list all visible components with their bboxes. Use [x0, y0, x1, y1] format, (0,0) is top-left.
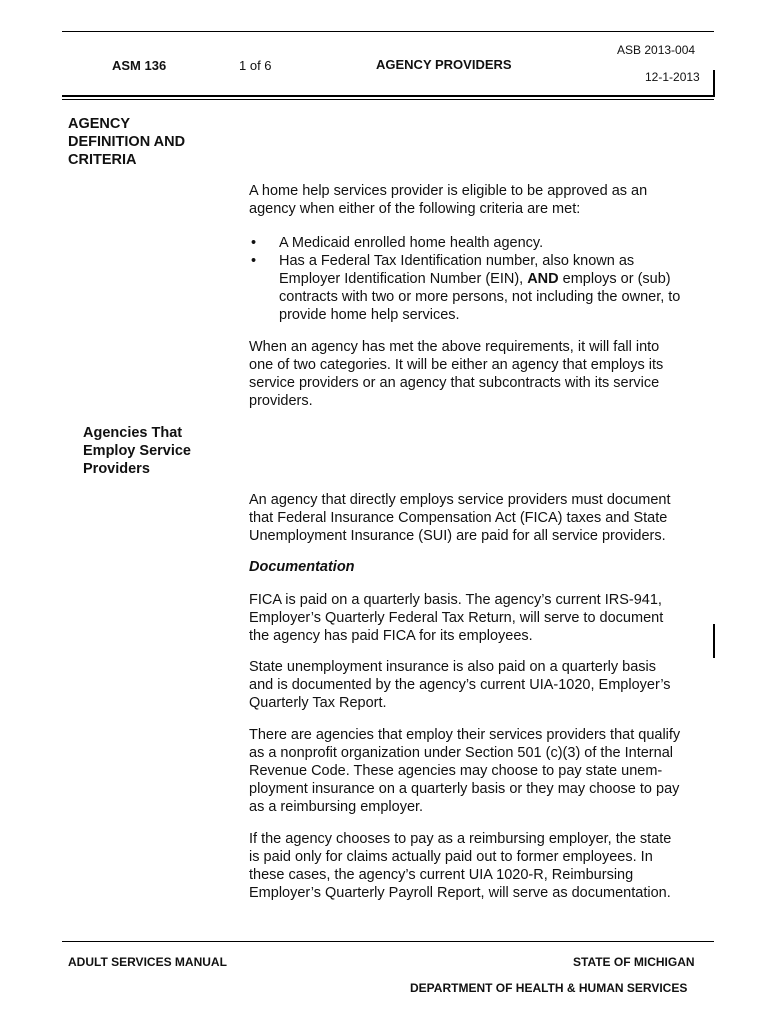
revision-bar [713, 70, 715, 97]
revision-bar [713, 624, 715, 658]
list-item: • Has a Federal Tax Identification number, also known as Employer Identification Number (EIN), AND employs or (sub) contracts with two or more persons, not including the owner, to provide home help services. [251, 253, 681, 323]
footer-manual-name: ADULT SERVICES MANUAL [68, 955, 227, 969]
bulletin-number: ASB 2013-004 [617, 43, 696, 57]
sui-paragraph: State unemployment insurance is also paid on a quarterly basis and is documented by the agency’s current UIA-1020, Employer’s Quarterly Tax Report. [249, 659, 671, 711]
categories-paragraph: When an agency has met the above requirements, it will fall into one of two categories. It will be either an agency that employs its service providers or an agency that subcontracts with its service providers. [249, 339, 664, 409]
header-bottom-rule-thin [62, 99, 714, 100]
employ-paragraph: An agency that directly employs service providers must document that Federal Insurance Compensation Act (FICA) taxes and State Unemployment Insurance (SUI) are paid for all service providers. [249, 492, 671, 544]
reimbursing-paragraph: If the agency chooses to pay as a reimbursing employer, the state is paid only for claims actually paid out to former employees. In these cases, the agency’s current UIA 1020-R, Reimbursing Employer’s Quarterly Payroll Report, will serve as documentation. [249, 831, 672, 901]
page-title: AGENCY PROVIDERS [376, 57, 512, 72]
page-number: 1 of 6 [239, 58, 272, 73]
header-top-rule [62, 31, 714, 32]
bullet-dot: • [251, 235, 257, 251]
section-heading-agency-definition: AGENCY DEFINITION AND CRITERIA [68, 116, 186, 168]
list-item: • A Medicaid enrolled home health agency. [251, 235, 544, 251]
header-bottom-rule [62, 95, 714, 97]
bulletin-date: 12-1-2013 [645, 70, 700, 84]
emphasis-and: AND [527, 271, 559, 287]
footer-department: DEPARTMENT OF HEALTH & HUMAN SERVICES [410, 981, 688, 995]
criteria-list [249, 234, 719, 324]
footer-state: STATE OF MICHIGAN [573, 955, 695, 969]
section-heading-employ-providers: Agencies That Employ Service Providers [83, 425, 191, 477]
intro-paragraph: A home help services provider is eligible to be approved as an agency when either of the following criteria are met: [249, 183, 648, 217]
documentation-heading: Documentation [249, 559, 355, 575]
fica-paragraph: FICA is paid on a quarterly basis. The agency’s current IRS-941, Employer’s Quarterly Federal Tax Return, will serve to document the agency has paid FICA for its employees. [249, 592, 664, 644]
footer-rule [62, 941, 714, 942]
nonprofit-paragraph: There are agencies that employ their services providers that qualify as a nonprofit organization under Section 501 (c)(3) of the Internal Revenue Code. These agencies may choose to pay state unem- ployment insurance on a quarterly basis or they may choose to pay as a reimbursing employer. [249, 727, 681, 815]
manual-id: ASM 136 [112, 58, 167, 73]
bullet-dot: • [251, 253, 257, 269]
